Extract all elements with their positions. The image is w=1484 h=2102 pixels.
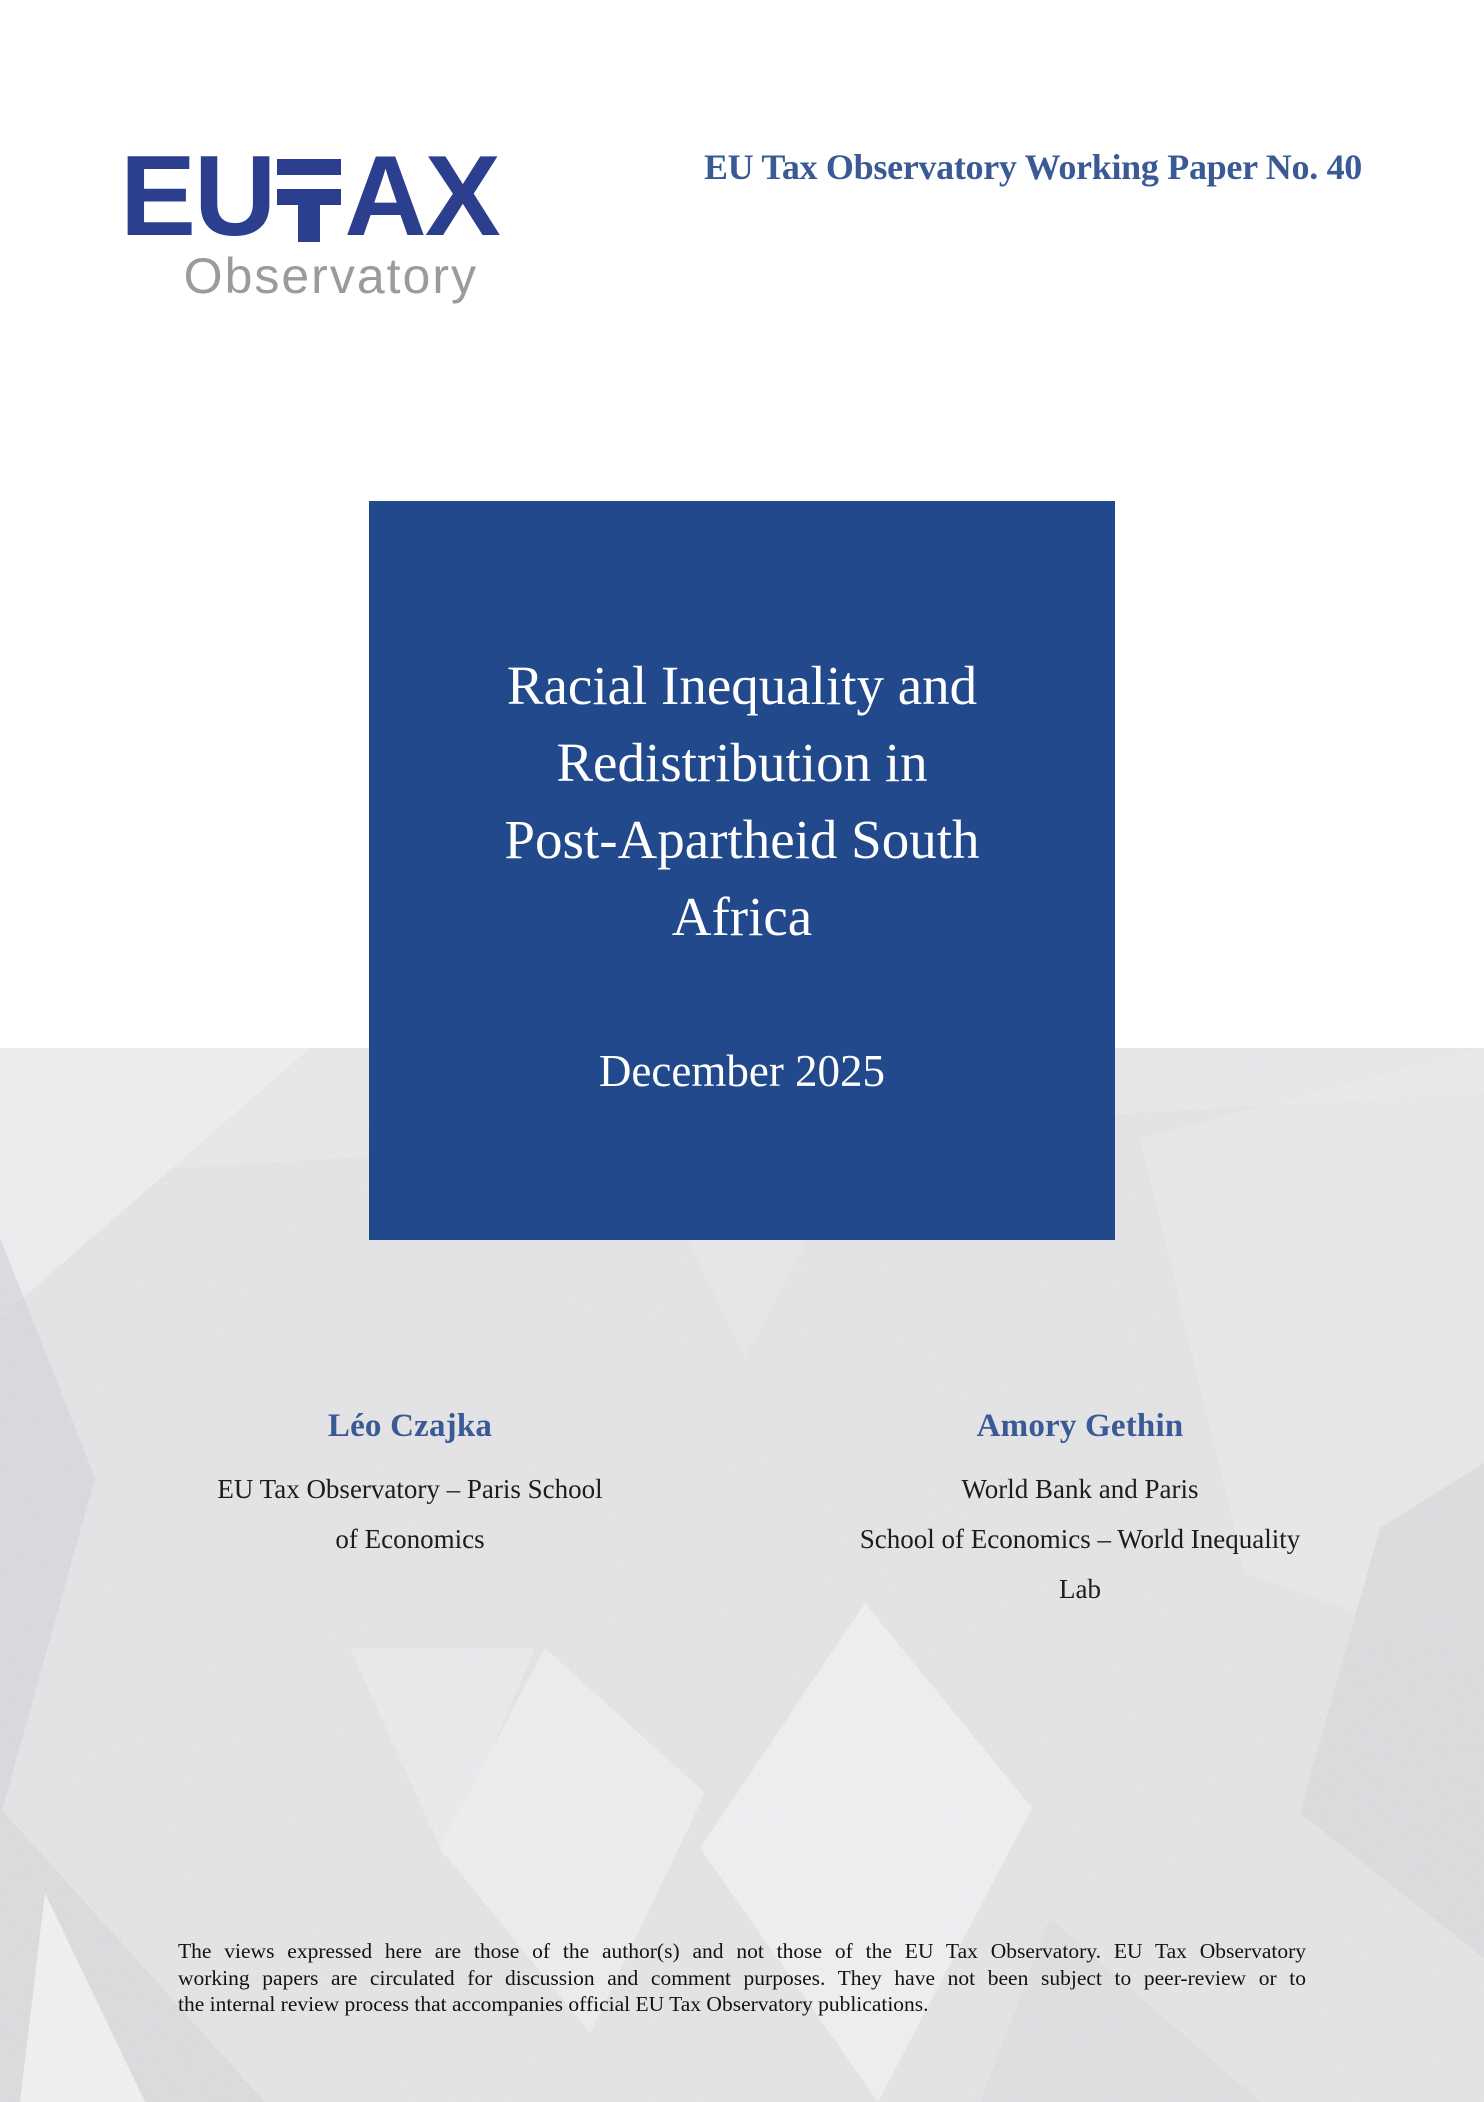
author-name: Amory Gethin (976, 1408, 1184, 1444)
author-name: Léo Czajka (327, 1408, 493, 1444)
author-affiliation-line: School of Economics – World Inequality (859, 1524, 1301, 1554)
author-block-leo-czajka (165, 1406, 655, 1564)
logo-subtitle: Observatory (183, 248, 478, 304)
working-paper-number-label: EU Tax Observatory Working Paper No. 40 (703, 147, 1362, 187)
author-affiliation-line: Lab (1059, 1574, 1101, 1604)
eutax-logo (120, 133, 499, 260)
disclaimer-line-2: working papers are circulated for discussion and comment purposes. They have not been subject to peer-review or to (178, 1965, 1306, 1990)
paper-title-line-2: Redistribution in (556, 732, 928, 793)
publication-date: December 2025 (598, 1046, 886, 1096)
paper-title (369, 647, 1115, 955)
paper-title-line-3: Post-Apartheid South (504, 809, 980, 870)
logo-stylized-t-icon (277, 159, 341, 242)
logo-text-prefix: EU (120, 133, 275, 260)
author-affiliation-line: EU Tax Observatory – Paris School (217, 1474, 603, 1504)
logo-text-suffix: AX (344, 133, 499, 260)
disclaimer-text (178, 1938, 1306, 2018)
paper-title-line-1: Racial Inequality and (506, 655, 978, 716)
author-affiliation-line: of Economics (335, 1524, 485, 1554)
disclaimer-line-3: the internal review process that accompanies official EU Tax Observatory publications. (178, 1992, 929, 2016)
title-box (369, 501, 1115, 1240)
disclaimer-line-1: The views expressed here are those of the author(s) and not those of the EU Tax Observatory. EU Tax Observatory (178, 1939, 1306, 1963)
author-affiliation-line: World Bank and Paris (961, 1474, 1199, 1504)
logo-t-stem (298, 189, 320, 242)
paper-title-line-4: Africa (671, 886, 813, 947)
author-block-amory-gethin (825, 1406, 1335, 1614)
logo-t-top-bar (277, 159, 341, 175)
